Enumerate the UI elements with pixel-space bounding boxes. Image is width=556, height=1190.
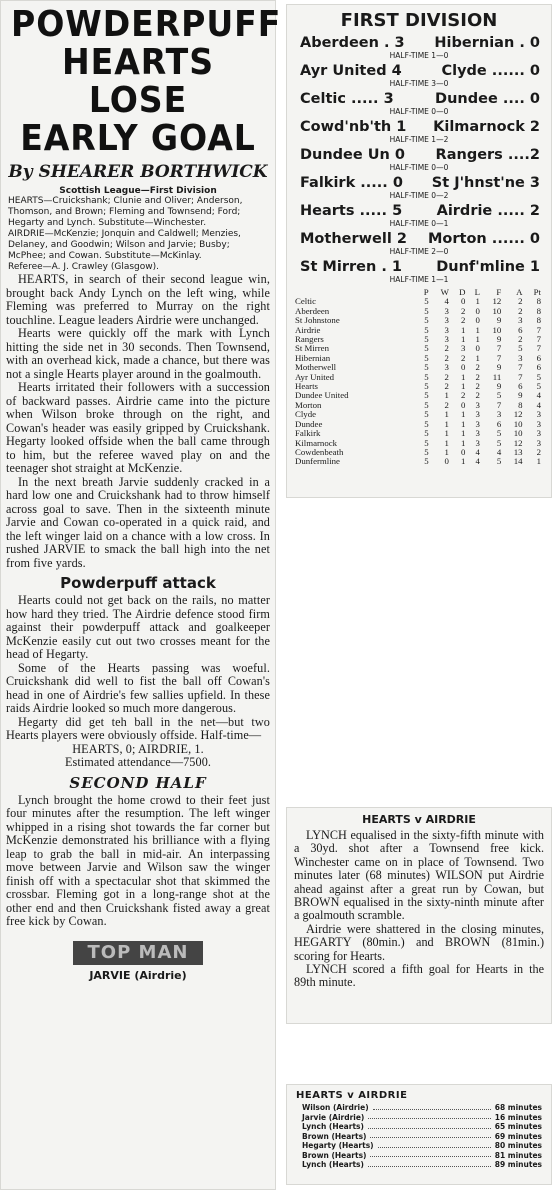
half-time-score: HALF-TIME 1—0 <box>389 51 449 60</box>
table-cell: 3 <box>496 409 502 420</box>
table-cell: 2 <box>444 352 449 363</box>
half-time-score: HALF-TIME 1—1 <box>389 275 449 284</box>
table-cell: 5 <box>424 437 429 448</box>
table-cell: 0 <box>461 446 466 457</box>
scorer-row <box>286 1113 552 1123</box>
scorer-row <box>286 1122 552 1132</box>
table-cell: 6 <box>496 418 502 429</box>
scorer-name: Brown (Hearts) <box>302 1150 367 1160</box>
table-cell: 5 <box>424 334 429 345</box>
table-cell: 5 <box>518 343 523 354</box>
table-row <box>294 297 542 306</box>
table-cell: 2 <box>475 390 480 401</box>
paragraph: LYNCH scored a fifth goal for Hearts in the 89th minute. <box>294 962 544 990</box>
table-cell: 7 <box>518 362 523 373</box>
table-cell: 9 <box>496 381 502 392</box>
goal-minute: 81 minutes <box>494 1150 542 1160</box>
airdrie-lineup: AIRDRIE—McKenzie; Jonquin and Caldwell; Menzies, Delaney, and Goodwin; Wilson and Jarvie; Busby; McPhee; and Cowan. Substitute—McKinlay. <box>8 229 241 261</box>
league-table-header <box>294 288 542 297</box>
team-name: Rangers <box>295 334 324 345</box>
table-cell: 1 <box>461 371 466 382</box>
table-cell: 6 <box>536 352 541 363</box>
result-row <box>286 147 552 163</box>
table-cell: 3 <box>475 418 480 429</box>
team-name: Aberdeen <box>295 305 330 316</box>
table-cell: 6 <box>536 362 541 373</box>
scorer-row <box>286 1103 552 1113</box>
goal-minute: 65 minutes <box>494 1122 542 1131</box>
table-cell: 9 <box>496 315 502 326</box>
leader-dots <box>378 1141 491 1148</box>
goal-minute: 16 minutes <box>494 1112 542 1122</box>
table-cell: 10 <box>513 428 523 439</box>
table-row <box>294 401 542 410</box>
result-row <box>286 119 552 135</box>
top-man-banner: TOP MAN <box>73 941 203 965</box>
table-cell: 9 <box>496 334 502 345</box>
first-division-title: FIRST DIVISION <box>340 10 498 31</box>
table-cell: 2 <box>536 446 541 457</box>
result-row <box>286 35 552 51</box>
table-cell: 0 <box>461 399 466 410</box>
home-team-score: Falkirk ..... 0 <box>300 175 403 191</box>
hearts-lineup: HEARTS—Cruickshank; Clunie and Oliver; Anderson, Thomson, and Brown; Fleming and Townsend; Ford; Hegarty and Lynch. Substitute—Winchester. <box>8 196 243 228</box>
team-name: St Mirren <box>295 343 329 354</box>
scorer-name: Lynch (Hearts) <box>302 1160 364 1169</box>
half-time-score: HALF-TIME 0—1 <box>389 219 449 228</box>
table-cell: 9 <box>496 362 502 373</box>
table-cell: 8 <box>536 305 541 316</box>
subheading: SECOND HALF <box>69 773 207 792</box>
table-cell: 5 <box>424 362 429 373</box>
table-cell: 2 <box>444 399 449 410</box>
half-time-score: HALF-TIME 0—0 <box>389 163 449 172</box>
home-team-score: Ayr United 4 <box>300 63 402 79</box>
table-cell: 1 <box>444 390 449 401</box>
table-row <box>294 420 542 429</box>
table-row <box>294 344 542 353</box>
table-cell: 7 <box>496 343 502 354</box>
table-cell: 2 <box>475 371 480 382</box>
paragraph: Hearts could not get back on the rails, no matter how hard they tried. The Airdrie defence stood firm against their powderpuff attack and goalkeeper McKenzie easily cut out two crosses meant for the head of Hegarty. <box>6 593 270 661</box>
table-column-header: L <box>474 287 480 297</box>
table-cell: 3 <box>475 428 480 439</box>
table-cell: 12 <box>513 437 523 448</box>
home-team-score: Motherwell 2 <box>300 231 407 247</box>
paragraph: Some of the Hearts passing was woeful. Cruickshank did well to fist the ball off Cowan's head in one of Airdrie's few sallies upfield. In these raids Airdrie looked so much more dangerous. <box>6 660 270 715</box>
table-cell: 4 <box>475 446 480 457</box>
team-name: Cowdenbeath <box>295 446 344 457</box>
table-cell: 2 <box>444 381 449 392</box>
referee: Referee—A. J. Crawley (Glasgow). <box>8 262 159 272</box>
home-team-score: St Mirren . 1 <box>300 259 402 275</box>
table-cell: 2 <box>518 334 523 345</box>
table-cell: 1 <box>475 334 480 345</box>
table-cell: 7 <box>518 371 523 382</box>
table-column-header: F <box>496 287 502 297</box>
table-column-header: Pt <box>533 287 541 297</box>
half-time-score: HALF-TIME 2—0 <box>389 247 449 256</box>
scorer-row <box>286 1160 552 1170</box>
scorer-row <box>286 1141 552 1151</box>
table-cell: 1 <box>475 296 480 307</box>
table-cell: 1 <box>444 409 449 420</box>
table-cell: 6 <box>518 324 523 335</box>
table-cell: 4 <box>444 296 449 307</box>
team-name: Dundee United <box>295 390 349 401</box>
paragraph: Hearts were quickly off the mark with Lynch hitting the side net in 30 seconds. Then Townsend, with an overhead kick, made a chance, but there was not a single Hearts player around in the goalmouth. <box>6 326 270 381</box>
table-cell: 5 <box>424 343 429 354</box>
table-cell: 3 <box>444 334 449 345</box>
table-cell: 3 <box>461 343 466 354</box>
table-column-header: D <box>459 287 466 297</box>
home-team-score: Aberdeen . 3 <box>300 35 405 51</box>
scorer-row <box>286 1132 552 1142</box>
table-cell: 2 <box>475 362 480 373</box>
table-row <box>294 335 542 344</box>
table-cell: 5 <box>424 409 429 420</box>
team-name: Falkirk <box>295 428 321 439</box>
table-cell: 6 <box>518 381 523 392</box>
goal-minute: 68 minutes <box>494 1103 542 1112</box>
away-team-score: Kilmarnock 2 <box>433 119 540 135</box>
table-cell: 7 <box>536 324 541 335</box>
table-cell: 5 <box>424 428 429 439</box>
first-division-panel <box>286 4 552 498</box>
team-name: Motherwell <box>295 362 337 373</box>
table-cell: 10 <box>492 305 502 316</box>
table-cell: 1 <box>461 428 466 439</box>
result-row <box>286 203 552 219</box>
table-cell: 9 <box>518 390 523 401</box>
table-cell: 4 <box>496 446 502 457</box>
scorers-title: HEARTS v AIRDRIE <box>296 1090 408 1101</box>
table-cell: 1 <box>461 381 466 392</box>
table-cell: 5 <box>424 456 429 467</box>
table-cell: 0 <box>475 343 480 354</box>
table-cell: 1 <box>461 437 466 448</box>
table-row <box>294 410 542 419</box>
scorer-name: Jarvie (Airdrie) <box>302 1112 365 1122</box>
table-cell: 1 <box>461 334 466 345</box>
paragraph: Lynch brought the home crowd to their feet just four minutes after the resumption. The left winger whipped in a rising shot towards the far corner but McKenzie demonstrated his brilliance with a flying leap to grab the ball in mid-air. An interpassing move between Jarvie and Wilson saw the winger finish off with a spectacular shot that skimmed the crossbar. Fleming got in a long-range shot at the other end and then Cruickshank fisted away a great free kick by Cowan. <box>6 792 270 928</box>
table-cell: 7 <box>496 352 502 363</box>
league-label: Scottish League—First Division <box>59 186 217 196</box>
table-cell: 2 <box>461 305 466 316</box>
table-cell: 5 <box>424 446 429 457</box>
table-column-header: A <box>516 287 523 297</box>
table-cell: 0 <box>461 296 466 307</box>
leader-dots <box>368 1122 491 1129</box>
half-time-score: HALF-TIME 1—2 <box>389 135 449 144</box>
table-cell: 0 <box>444 456 449 467</box>
table-cell: 3 <box>536 428 541 439</box>
away-team-score: Clyde ...... 0 <box>441 63 540 79</box>
table-cell: 10 <box>513 418 523 429</box>
table-cell: 5 <box>424 352 429 363</box>
away-team-score: Airdrie ..... 2 <box>436 203 540 219</box>
table-cell: 2 <box>461 315 466 326</box>
team-name: Kilmarnock <box>295 437 338 448</box>
table-cell: 1 <box>461 456 466 467</box>
away-team-score: Morton ...... 0 <box>428 231 540 247</box>
table-cell: 3 <box>536 437 541 448</box>
table-column-header: P <box>423 287 429 297</box>
table-cell: 12 <box>492 296 502 307</box>
leader-dots <box>368 1160 491 1167</box>
table-cell: 2 <box>475 381 480 392</box>
table-cell: 1 <box>444 418 449 429</box>
table-cell: 1 <box>536 456 541 467</box>
table-cell: 1 <box>461 418 466 429</box>
table-cell: 1 <box>461 409 466 420</box>
away-team-score: Dundee .... 0 <box>435 91 540 107</box>
attendance: Estimated attendance—7500. <box>64 755 212 769</box>
headline-line: EARLY GOAL <box>20 118 256 159</box>
paragraph: LYNCH equalised in the sixty-fifth minute with a 30yd. shot after a Townsend free kick. Winchester came on in place of Townsend. Two minutes later (68 minutes) WILSON put Airdrie ahead against after a great run by Cowan, but BROWN equalised in the sixty-ninth minute after a goalmouth scramble. <box>294 828 544 923</box>
table-cell: 2 <box>518 305 523 316</box>
table-cell: 4 <box>475 456 480 467</box>
table-cell: 3 <box>536 418 541 429</box>
table-cell: 5 <box>496 437 502 448</box>
table-cell: 1 <box>444 428 449 439</box>
table-row <box>294 457 542 466</box>
leader-dots <box>368 1113 490 1120</box>
table-cell: 2 <box>461 390 466 401</box>
table-cell: 2 <box>461 352 466 363</box>
table-cell: 5 <box>424 296 429 307</box>
table-cell: 10 <box>492 324 502 335</box>
table-cell: 0 <box>475 305 480 316</box>
scorers-box <box>286 1084 552 1185</box>
headline <box>11 4 282 159</box>
table-cell: 2 <box>444 371 449 382</box>
home-team-score: Hearts ..... 5 <box>300 203 403 219</box>
halftime-score: HEARTS, 0; AIRDRIE, 1. <box>72 741 204 756</box>
table-cell: 7 <box>536 334 541 345</box>
table-cell: 11 <box>492 371 502 382</box>
results-list <box>286 35 552 284</box>
team-name: Dunfermline <box>295 456 340 467</box>
table-cell: 1 <box>461 324 466 335</box>
table-row <box>294 326 542 335</box>
table-cell: 5 <box>424 381 429 392</box>
table-cell: 3 <box>444 315 449 326</box>
scorer-row <box>286 1151 552 1161</box>
team-name: Morton <box>295 399 322 410</box>
table-row <box>294 316 542 325</box>
match-report-box <box>286 807 552 1024</box>
table-cell: 5 <box>424 418 429 429</box>
scorer-name: Lynch (Hearts) <box>302 1122 364 1131</box>
report-title: HEARTS v AIRDRIE <box>362 813 476 826</box>
table-cell: 5 <box>424 371 429 382</box>
byline: By SHEARER BORTHWICK <box>8 162 268 182</box>
table-cell: 3 <box>444 362 449 373</box>
table-cell: 3 <box>518 315 523 326</box>
table-cell: 0 <box>475 315 480 326</box>
table-cell: 7 <box>536 343 541 354</box>
goal-minute: 69 minutes <box>494 1131 542 1141</box>
goal-minute: 80 minutes <box>494 1141 542 1150</box>
team-name: Hibernian <box>295 352 331 363</box>
table-cell: 8 <box>536 296 541 307</box>
leader-dots <box>370 1132 490 1139</box>
table-cell: 5 <box>424 315 429 326</box>
table-cell: 5 <box>424 390 429 401</box>
team-name: Hearts <box>295 381 318 392</box>
table-cell: 14 <box>513 456 523 467</box>
table-cell: 3 <box>475 437 480 448</box>
paragraph: Hegarty did get teh ball in the net—but two Hearts players were obviously offside. Half-time— <box>6 714 270 742</box>
away-team-score: Rangers ....2 <box>435 147 540 163</box>
subheading: Powderpuff attack <box>60 574 216 592</box>
home-team-score: Celtic ..... 3 <box>300 91 394 107</box>
top-man-name: JARVIE (Airdrie) <box>89 968 187 982</box>
article-body <box>0 273 276 929</box>
half-time-score: HALF-TIME 3—0 <box>389 79 449 88</box>
team-name: Airdrie <box>295 324 321 335</box>
table-cell: 5 <box>536 371 541 382</box>
table-cell: 5 <box>496 390 502 401</box>
table-cell: 7 <box>496 399 502 410</box>
table-cell: 8 <box>518 399 523 410</box>
scorer-name: Brown (Hearts) <box>302 1131 367 1141</box>
away-team-score: Hibernian . 0 <box>434 35 540 51</box>
away-team-score: St J'hnst'ne 3 <box>431 175 540 191</box>
table-cell: 5 <box>424 399 429 410</box>
table-cell: 4 <box>536 390 541 401</box>
league-table <box>294 288 542 467</box>
goal-minute: 89 minutes <box>494 1160 542 1169</box>
leader-dots <box>370 1151 490 1158</box>
scorer-name: Wilson (Airdrie) <box>302 1103 369 1112</box>
table-cell: 12 <box>513 409 523 420</box>
paragraph: In the next breath Jarvie suddenly cracked in a hard low one and Cruickshank had to throw himself across goal to save. Then in the sixteenth minute Jarvie and Cowan co-operated in a quick raid, and the left winger laid on a chance with a low cross. In rushed JARVIE to smack the ball high into the net from five yards. <box>6 474 270 570</box>
table-cell: 3 <box>444 324 449 335</box>
table-cell: 13 <box>513 446 523 457</box>
headline-line: POWDERPUFF <box>11 4 282 45</box>
table-cell: 3 <box>536 409 541 420</box>
team-name: Celtic <box>295 296 317 307</box>
table-column-header: W <box>440 287 449 297</box>
result-row <box>286 91 552 107</box>
table-cell: 3 <box>518 352 523 363</box>
table-cell: 0 <box>461 362 466 373</box>
table-cell: 5 <box>536 381 541 392</box>
leader-dots <box>373 1103 491 1110</box>
table-cell: 3 <box>475 409 480 420</box>
half-time-score: HALF-TIME 0—0 <box>389 107 449 116</box>
table-cell: 5 <box>424 324 429 335</box>
scorers-list <box>286 1103 552 1170</box>
paragraph: HEARTS, in search of their second league win, brought back Andy Lynch on the left wing, while Fleming was preferred to Murray on the right touchline. League leaders Airdrie were unchanged. <box>6 272 270 327</box>
team-name: St Johnstone <box>295 315 340 326</box>
team-name: Ayr United <box>295 371 335 382</box>
table-row <box>294 373 542 382</box>
table-cell: 2 <box>518 296 523 307</box>
home-team-score: Dundee Un 0 <box>300 147 406 163</box>
table-cell: 5 <box>496 428 502 439</box>
result-row <box>286 63 552 79</box>
table-row <box>294 391 542 400</box>
table-cell: 1 <box>475 352 480 363</box>
team-name: Clyde <box>295 409 317 420</box>
away-team-score: Dunf'mline 1 <box>436 259 540 275</box>
scorer-name: Hegarty (Hearts) <box>302 1141 374 1150</box>
table-cell: 1 <box>444 446 449 457</box>
table-cell: 3 <box>475 399 480 410</box>
result-row <box>286 259 552 275</box>
table-cell: 3 <box>444 305 449 316</box>
table-cell: 4 <box>536 399 541 410</box>
table-cell: 1 <box>475 324 480 335</box>
table-cell: 2 <box>444 343 449 354</box>
headline-line: HEARTS LOSE <box>62 42 214 121</box>
team-name: Dundee <box>295 418 323 429</box>
table-cell: 1 <box>444 437 449 448</box>
paragraph: Hearts irritated their followers with a succession of backward passes. Airdrie came into the picture when Wilson broke through on the right, and Cowan's header was easily gripped by Cruickshank. Hegarty looked offside when the ball came through to him, but the referee waved play on and the teenager shot straight at McKenzie. <box>6 380 270 475</box>
table-cell: 5 <box>424 305 429 316</box>
result-row <box>286 231 552 247</box>
result-row <box>286 175 552 191</box>
half-time-score: HALF-TIME 0—2 <box>389 191 449 200</box>
home-team-score: Cowd'nb'th 1 <box>300 119 407 135</box>
table-cell: 8 <box>536 315 541 326</box>
paragraph: Airdrie were shattered in the closing minutes, HEGARTY (80min.) and BROWN (81min.) scoring for Hearts. <box>294 921 544 963</box>
table-cell: 5 <box>496 456 502 467</box>
